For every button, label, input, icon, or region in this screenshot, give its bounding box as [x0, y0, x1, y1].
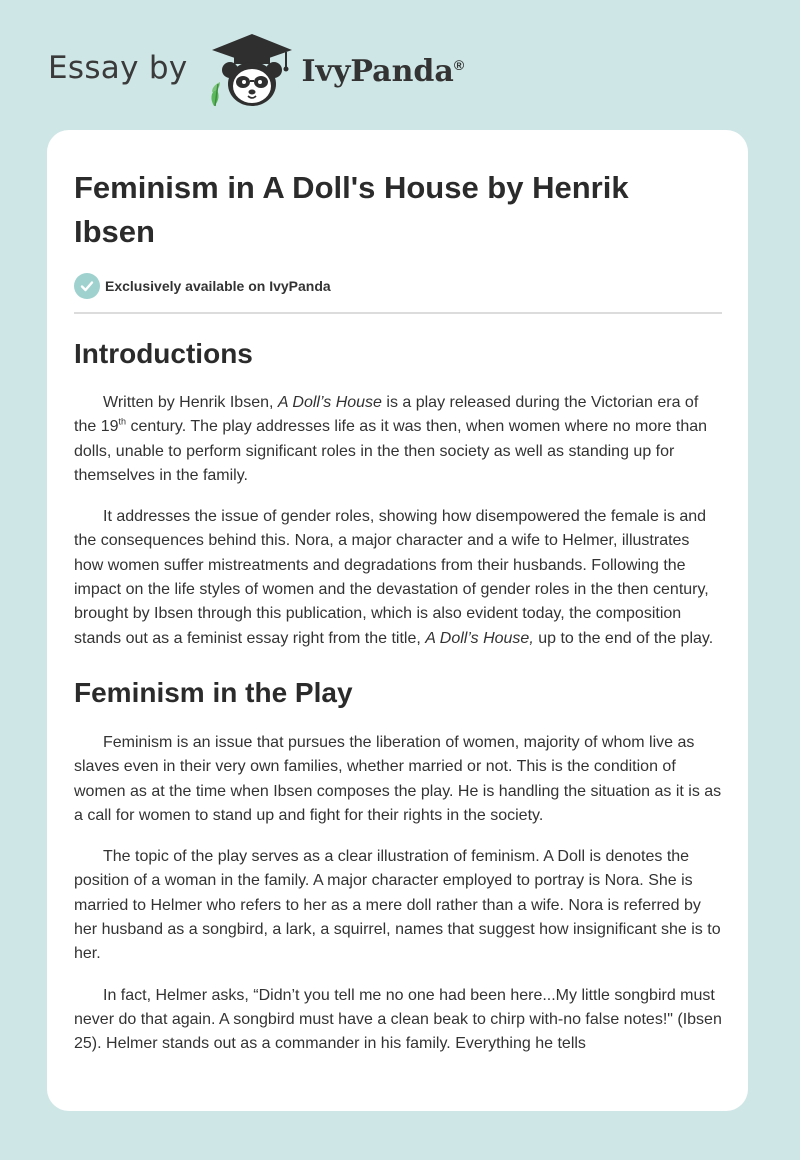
paragraph: It addresses the issue of gender roles, showing how disempowered the female is and the consequences behind this. Nora, a major character and a wife to Helmer, illustrates how women suffer mistreatments and degradations from their husbands. Following the impact on the life styles of women and the devastation of gender roles in the then century, brought by Ibsen through this publication, which is also evident today, the composition stands out as a feminist essay right from the title, A Doll’s House, up to the end of the play. [74, 508, 714, 647]
essay-title: Feminism in A Doll's House by Henrik Ibsen [74, 170, 629, 249]
title-divider [74, 312, 722, 314]
registered-mark: ® [453, 56, 465, 73]
site-brand[interactable] [48, 30, 464, 110]
paragraph: In fact, Helmer asks, “Didn’t you tell me no one had been here...My little songbird must never do that again. A songbird must have a clean beak to chirp with-no false notes!" (Ibsen 25). Helmer stands out as a commander in his family. Everything he tells [74, 986, 722, 1053]
section-heading-feminism-in-the-play: Feminism in the Play [74, 676, 353, 708]
brand-prefix: Essay by [48, 50, 188, 86]
paragraph: Written by Henrik Ibsen, A Doll’s House is a play released during the Victorian era of the 19th century. The play addresses life as it was then, when women where no more than dolls, unable to perform significant roles in the then society as well as standing up for themselves in the family. [74, 394, 708, 484]
exclusive-label: Exclusively available on IvyPanda [105, 278, 331, 294]
paragraph: The topic of the play serves as a clear illustration of feminism. A Doll is denotes the position of a woman in the family. A major character employed to portray is Nora. She is married to Helmer who refers to her as a mere doll rather than a wife. Nora is referred by her husband as a songbird, a lark, a squirrel, names that suggest how insignificant she is to her. [74, 848, 721, 963]
exclusive-badge [74, 272, 722, 300]
panda-graduate-logo-icon [206, 30, 298, 110]
brand-name: IvyPanda® [301, 53, 465, 89]
paragraph: Feminism is an issue that pursues the liberation of women, majority of whom live as slaves even in their very own families, whether married or not. This is the condition of women as at the time when Ibsen composes the play. He is handling the situation as it is as a call for women to stand up and fight for their rights in the society. [74, 733, 722, 824]
section-heading-introductions: Introductions [74, 338, 253, 369]
essay-card [47, 130, 748, 1111]
check-circle-icon [74, 273, 100, 299]
